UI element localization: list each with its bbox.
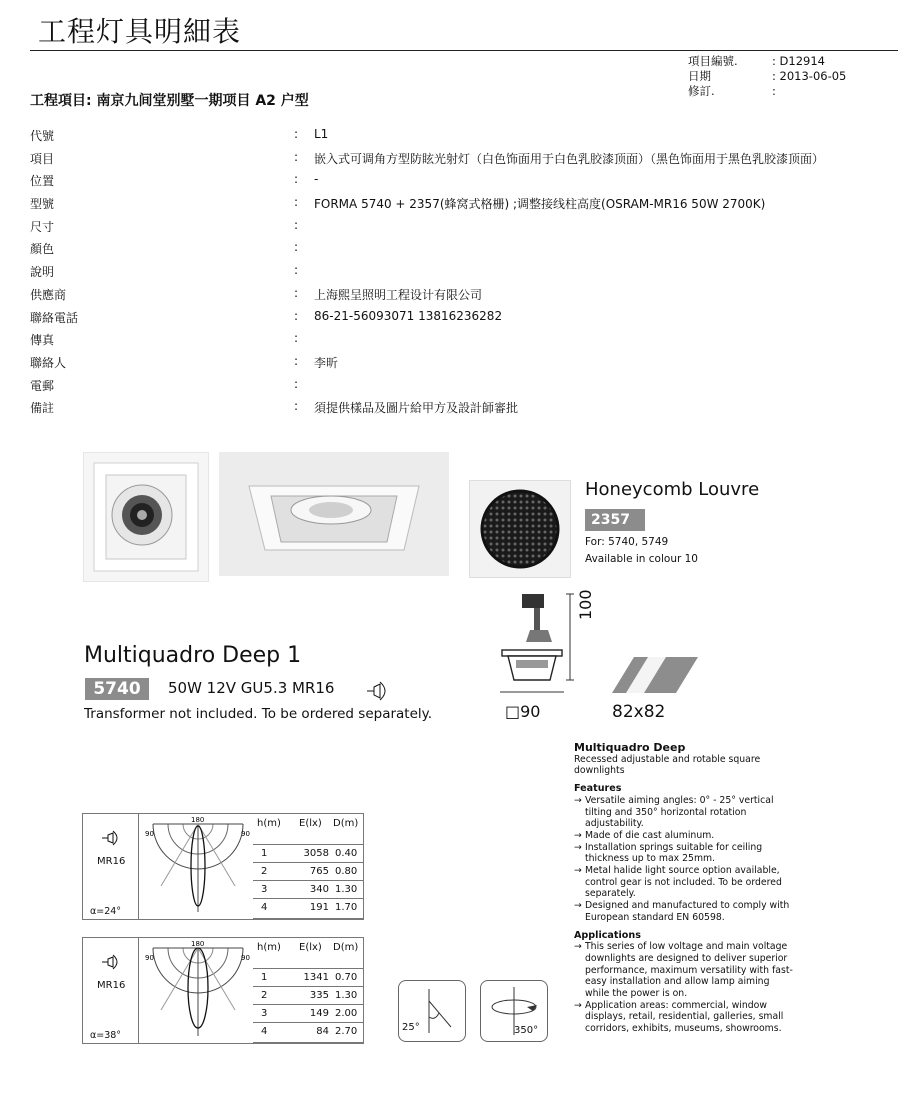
polar-diagram — [143, 816, 253, 916]
lamp-type-box — [83, 938, 139, 1043]
dimension-drawing — [490, 590, 590, 704]
meta-row-revision — [688, 84, 846, 99]
rotation-angle-label: 350° — [514, 1025, 539, 1036]
spec-label: 項目 — [30, 151, 55, 166]
dimension-height: 100 — [576, 589, 595, 620]
table-cell: 0.80 — [335, 866, 358, 877]
spec-label: 顏色 — [30, 242, 55, 257]
spec-row — [30, 377, 890, 400]
angle-label: 180 — [191, 940, 205, 948]
table-cell: 2 — [261, 990, 268, 1001]
table-cell: 1341 — [303, 972, 329, 983]
arrow-icon: → — [574, 941, 582, 953]
spec-value: L1 — [314, 127, 329, 141]
features-list — [574, 795, 794, 924]
louvre-compatibility: For: 5740, 5749 — [585, 536, 669, 548]
spec-row — [30, 354, 890, 377]
product-title: Multiquadro Deep 1 — [84, 643, 302, 668]
table-cell: 4 — [261, 902, 268, 913]
spec-label: 聯絡人 — [30, 355, 67, 370]
spec-colon: : — [294, 149, 299, 164]
row-divider — [253, 844, 363, 845]
features-title: Features — [574, 783, 622, 795]
page-title: 工程灯具明細表 — [38, 15, 242, 48]
table-cell: 149 — [309, 1008, 329, 1019]
spec-value: 上海熙呈照明工程设计有限公司 — [314, 287, 483, 302]
spec-row — [30, 399, 890, 422]
description-heading: Multiquadro Deep — [574, 741, 686, 754]
product-code-badge: 5740 — [85, 678, 149, 700]
spec-row — [30, 127, 890, 150]
arrow-icon: → — [574, 794, 582, 806]
arrow-icon: → — [574, 900, 582, 912]
table-header: E(lx) — [299, 818, 322, 829]
feature-item — [574, 900, 794, 923]
louvre-title: Honeycomb Louvre — [585, 479, 760, 500]
table-cell: 1 — [261, 848, 268, 859]
spec-colon: : — [294, 172, 299, 187]
spec-value: 86-21-56093071 13816236282 — [314, 308, 503, 323]
photometric-panel — [82, 937, 364, 1044]
product-description — [574, 742, 794, 1035]
spec-value: 須提供樣品及圖片給甲方及設計師審批 — [314, 401, 519, 416]
spec-colon: : — [294, 263, 299, 278]
spec-row — [30, 195, 890, 218]
spec-label: 說明 — [30, 265, 55, 280]
meta-row-project-number — [688, 54, 846, 69]
table-cell: 3058 — [303, 848, 329, 859]
lamp-icon — [101, 954, 123, 970]
louvre-colour: Available in colour 10 — [585, 553, 698, 565]
spec-label: 型號 — [30, 197, 55, 212]
row-divider — [253, 1042, 363, 1043]
title-rule — [30, 50, 898, 51]
spec-colon: : — [294, 217, 299, 232]
table-cell: 191 — [309, 902, 329, 913]
spec-value: 李昕 — [314, 355, 339, 370]
dimension-size: 82x82 — [612, 702, 666, 722]
polar-diagram — [143, 940, 253, 1040]
table-cell: 0.70 — [335, 972, 358, 983]
table-header: h(m) — [257, 942, 281, 953]
spec-label: 代號 — [30, 129, 55, 143]
spec-row — [30, 150, 890, 173]
application-item — [574, 1000, 794, 1035]
spec-label: 聯絡電話 — [30, 310, 79, 325]
list-item-text: Installation springs suitable for ceiling thickness up to max 25mm. — [585, 841, 763, 865]
angle-label: 90 — [241, 830, 250, 838]
applications-list — [574, 941, 794, 1035]
arrow-icon: → — [574, 865, 582, 877]
product-spec: 50W 12V GU5.3 MR16 — [168, 679, 335, 697]
row-divider — [253, 968, 363, 969]
meta-value: : D12914 — [772, 54, 825, 68]
spec-label: 電郵 — [30, 378, 55, 393]
spec-colon: : — [294, 331, 299, 346]
spec-label: 尺寸 — [30, 219, 55, 234]
spec-row — [30, 286, 890, 309]
applications-title: Applications — [574, 929, 641, 941]
table-cell: 1.30 — [335, 990, 358, 1001]
table-cell: 84 — [316, 1026, 329, 1037]
table-cell: 340 — [309, 884, 329, 895]
spec-table — [30, 127, 890, 422]
spec-colon: : — [294, 308, 299, 323]
feature-item — [574, 830, 794, 842]
table-header: h(m) — [257, 818, 281, 829]
lamp-icon — [101, 830, 123, 846]
product-photo-front — [83, 452, 209, 582]
list-item-text: Application areas: commercial, window displays, retail, residential, galleries, small corridors, exhibits, museums, showrooms. — [585, 999, 784, 1035]
list-item-text: Versatile aiming angles: 0° - 25° vertical tilting and 350° horizontal rotation adjustability. — [585, 794, 774, 830]
spec-label: 位置 — [30, 174, 55, 189]
dimension-cutout: □90 — [505, 702, 541, 721]
beam-angle: α=38° — [90, 1030, 122, 1041]
table-header: D(m) — [333, 818, 359, 829]
description-subheading: Recessed adjustable and rotable square downlights — [574, 753, 761, 777]
table-cell: 3 — [261, 884, 268, 895]
honeycomb-louvre-image — [469, 480, 571, 578]
application-item — [574, 941, 794, 1000]
table-cell: 3 — [261, 1008, 268, 1019]
spec-colon: : — [294, 195, 299, 210]
row-divider — [253, 1004, 363, 1005]
table-cell: 0.40 — [335, 848, 358, 859]
table-cell: 2.00 — [335, 1008, 358, 1019]
meta-label: 項目編號. — [688, 54, 738, 68]
table-cell: 2.70 — [335, 1026, 358, 1037]
meta-row-date — [688, 69, 846, 84]
spec-row — [30, 263, 890, 286]
table-cell: 335 — [309, 990, 329, 1001]
project-name: 工程項目: 南京九间堂别墅一期项目 A2 户型 — [30, 93, 309, 109]
document-meta — [688, 54, 846, 99]
product-note: Transformer not included. To be ordered separately. — [84, 706, 433, 722]
table-cell: 2 — [261, 866, 268, 877]
table-cell: 1.70 — [335, 902, 358, 913]
lamp-type: MR16 — [97, 980, 126, 991]
lamp-type: MR16 — [97, 856, 126, 867]
list-item-text: Metal halide light source option available, control gear is not included. To be ordered separately. — [585, 865, 782, 900]
spec-colon: : — [294, 285, 299, 300]
feature-item — [574, 842, 794, 865]
spec-row — [30, 309, 890, 332]
table-cell: 4 — [261, 1026, 268, 1037]
list-item-text: Designed and manufactured to comply with European standard EN 60598. — [585, 900, 790, 923]
square-icon — [610, 655, 700, 699]
angle-label: 90 — [241, 954, 250, 962]
row-divider — [253, 862, 363, 863]
spec-row — [30, 172, 890, 195]
meta-value: : — [772, 84, 776, 98]
spec-colon: : — [294, 399, 299, 414]
row-divider — [253, 918, 363, 919]
spec-row — [30, 331, 890, 354]
meta-label: 日期 — [688, 69, 711, 83]
spec-value: 嵌入式可调角方型防眩光射灯（白色饰面用于白色乳胶漆顶面）（黑色饰面用于黑色乳胶漆顶面） — [314, 151, 825, 166]
spec-value: - — [314, 172, 319, 187]
tilt-angle-label: 25° — [402, 1022, 420, 1033]
spec-label: 供應商 — [30, 287, 67, 302]
spec-row — [30, 240, 890, 263]
spec-label: 傳真 — [30, 333, 55, 348]
row-divider — [253, 986, 363, 987]
arrow-icon: → — [574, 841, 582, 853]
spec-colon: : — [294, 353, 299, 368]
angle-label: 90 — [145, 954, 154, 962]
spec-row — [30, 218, 890, 241]
table-header: E(lx) — [299, 942, 322, 953]
angle-label: 90 — [145, 830, 154, 838]
product-photo-side — [219, 452, 449, 576]
list-item-text: This series of low voltage and main voltage downlights are designed to deliver superior performance, maximum versatility with fast-easy installation and allow lamp aiming while the power is on. — [585, 941, 793, 1000]
list-item-text: Made of die cast aluminum. — [585, 829, 715, 841]
illuminance-table — [253, 938, 363, 1043]
spec-colon: : — [294, 240, 299, 255]
arrow-icon: → — [574, 999, 582, 1011]
row-divider — [253, 898, 363, 899]
feature-item — [574, 865, 794, 900]
louvre-code-badge: 2357 — [585, 509, 645, 531]
lamp-symbol-icon — [364, 680, 394, 706]
spec-label: 備註 — [30, 401, 55, 416]
meta-label: 修訂. — [688, 84, 715, 98]
table-header: D(m) — [333, 942, 359, 953]
meta-value: : 2013-06-05 — [772, 69, 847, 83]
spec-value: FORMA 5740 + 2357(蜂窝式格栅) ;调整接线柱高度(OSRAM-MR16 50W 2700K) — [314, 197, 766, 212]
table-cell: 1.30 — [335, 884, 358, 895]
spec-colon: : — [294, 127, 299, 141]
illuminance-table — [253, 814, 363, 919]
row-divider — [253, 880, 363, 881]
arrow-icon: → — [574, 829, 582, 841]
table-cell: 765 — [309, 866, 329, 877]
lamp-type-box — [83, 814, 139, 919]
angle-label: 180 — [191, 816, 205, 824]
feature-item — [574, 795, 794, 830]
beam-angle: α=24° — [90, 906, 122, 917]
photometric-panel — [82, 813, 364, 920]
table-cell: 1 — [261, 972, 268, 983]
spec-colon: : — [294, 376, 299, 391]
row-divider — [253, 1022, 363, 1023]
